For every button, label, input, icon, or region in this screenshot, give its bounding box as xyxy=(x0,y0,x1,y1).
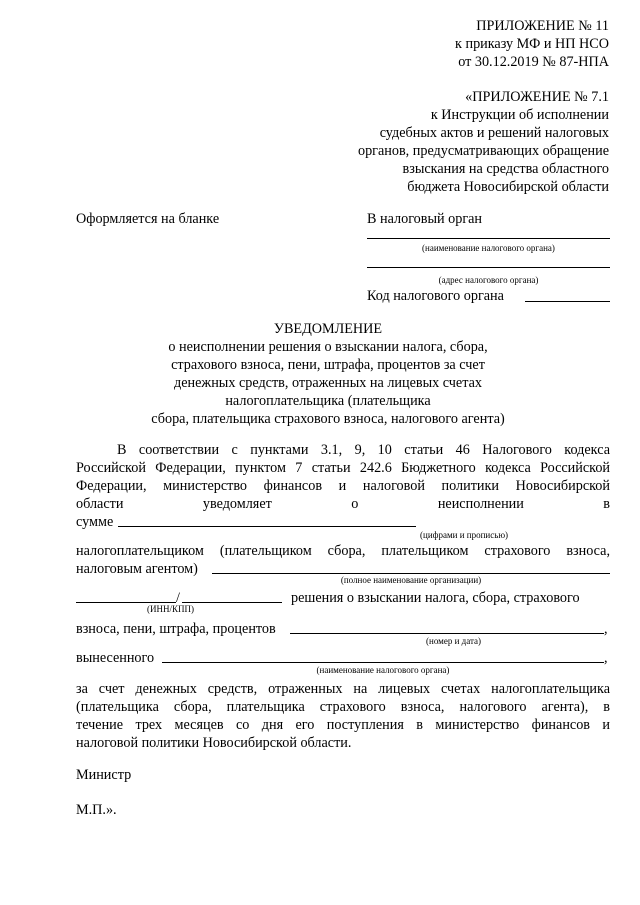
decision-text: решения о взыскании налога, сбора, страхового xyxy=(291,590,580,606)
notice-subtitle-line: денежных средств, отраженных на лицевых счетах xyxy=(173,375,482,391)
tax-body-code-field[interactable] xyxy=(525,301,610,302)
kpp-field[interactable] xyxy=(182,602,282,603)
sum-hint: (цифрами и прописью) xyxy=(420,530,509,540)
fee-text: взноса, пени, штрафа, процентов xyxy=(76,621,276,637)
body-paragraph-line: налоговой политики Новосибирской области. xyxy=(76,735,352,751)
issuing-tax-body-hint: (наименование налогового органа) xyxy=(316,665,450,675)
body-paragraph-line: Российской Федерации, пунктом 7 статьи 242.6 Бюджетного кодекса Российской xyxy=(76,460,610,476)
notice-subtitle-line: сбора, плательщика страхового взноса, налогового агента) xyxy=(151,411,505,427)
sum-label: сумме xyxy=(76,514,114,530)
appendix-order-ref: к приказу МФ и НП НСО xyxy=(455,36,609,52)
tax-body-code-label: Код налогового органа xyxy=(367,288,504,304)
appendix-7-1-line: к Инструкции об исполнении xyxy=(430,107,609,123)
tax-body-address-hint: (адрес налогового органа) xyxy=(438,275,539,285)
tax-body-label: В налоговый орган xyxy=(367,211,483,227)
body-paragraph-line: В соответствии с пунктами 3.1, 9, 10 статьи 46 Налогового кодекса xyxy=(117,442,610,458)
appendix-7-1-title: «ПРИЛОЖЕНИЕ № 7.1 xyxy=(465,89,609,105)
tax-body-address-field[interactable] xyxy=(367,267,610,268)
inn-field[interactable] xyxy=(76,602,176,603)
notice-subtitle-line: о неисполнении решения о взыскании налога, сбора, xyxy=(168,339,488,355)
appendix-number: ПРИЛОЖЕНИЕ № 11 xyxy=(476,18,609,34)
form-note: Оформляется на бланке xyxy=(76,211,220,227)
body-paragraph-line: области уведомляет о неисполнении в xyxy=(76,496,610,512)
inn-kpp-separator: / xyxy=(176,590,180,606)
body-paragraph-line: за счет денежных средств, отраженных на лицевых счетах налогоплательщика xyxy=(76,681,610,697)
appendix-7-1-line: взыскания на средства областного xyxy=(402,161,609,177)
notice-heading: УВЕДОМЛЕНИЕ xyxy=(273,321,383,337)
payer-line: налоговым агентом) xyxy=(76,561,198,577)
comma: , xyxy=(604,621,608,637)
minister-label: Министр xyxy=(76,767,132,783)
notice-subtitle-line: налогоплательщика (плательщика xyxy=(225,393,431,409)
appendix-7-1-line: судебных актов и решений налоговых xyxy=(379,125,609,141)
appendix-7-1-line: бюджета Новосибирской области xyxy=(407,179,609,195)
comma: , xyxy=(604,650,608,666)
decision-number-date-field[interactable] xyxy=(290,633,604,634)
body-paragraph-line: течение трех месяцев со дня его поступления в министерство финансов и xyxy=(76,717,610,733)
organization-name-hint: (полное наименование организации) xyxy=(340,575,482,585)
issued-label: вынесенного xyxy=(76,650,155,666)
body-paragraph-line: Федерации, министерство финансов и налоговой политики Новосибирской xyxy=(76,478,610,494)
organization-name-field[interactable] xyxy=(212,573,610,574)
sum-field[interactable] xyxy=(118,526,416,527)
tax-body-name-hint: (наименование налогового органа) xyxy=(422,243,555,253)
tax-body-name-field[interactable] xyxy=(367,238,610,239)
issuing-tax-body-field[interactable] xyxy=(162,662,604,663)
payer-line: налогоплательщиком (плательщиком сбора, плательщиком страхового взноса, xyxy=(76,543,610,559)
inn-kpp-hint: (ИНН/КПП) xyxy=(147,604,194,614)
appendix-7-1-line: органов, предусматривающих обращение xyxy=(357,143,609,159)
seal-label: М.П.». xyxy=(76,802,117,818)
notice-subtitle-line: страхового взноса, пени, штрафа, процентов за счет xyxy=(171,357,485,373)
number-date-hint: (номер и дата) xyxy=(426,636,482,646)
appendix-order-date: от 30.12.2019 № 87-НПА xyxy=(458,54,609,70)
body-paragraph-line: (плательщика сбора, плательщика страхового взноса, налогового агента), в xyxy=(76,699,610,715)
